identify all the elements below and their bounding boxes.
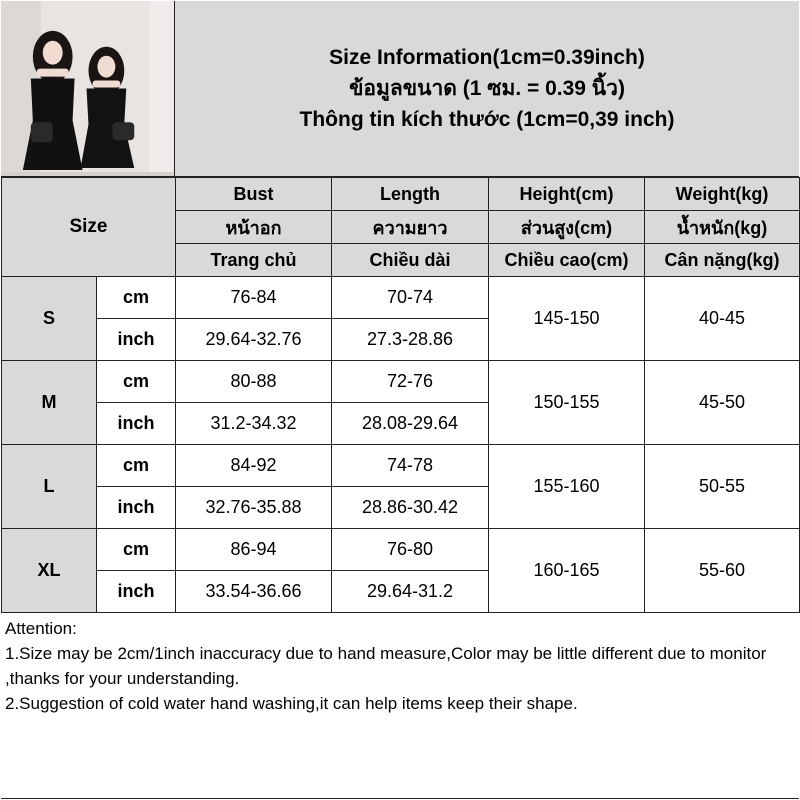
weight-xl: 55-60 [645,529,800,613]
table-row [2,529,800,571]
header-row-en [2,178,800,211]
col-header-length-vi: Chiều dài [332,244,489,277]
attention-title: Attention: [5,619,77,638]
length-inch-m: 28.08-29.64 [332,403,489,445]
size-info-header [175,1,799,177]
product-photo-image [1,1,174,176]
bust-inch-xl: 33.54-36.66 [176,571,332,613]
height-m: 150-155 [489,361,645,445]
length-cm-l: 74-78 [332,445,489,487]
col-header-weight-en: Weight(kg) [645,178,800,211]
unit-inch: inch [97,403,176,445]
bust-cm-xl: 86-94 [176,529,332,571]
bust-cm-m: 80-88 [176,361,332,403]
unit-cm: cm [97,529,176,571]
bust-inch-m: 31.2-34.32 [176,403,332,445]
table-row [2,277,800,319]
col-header-weight-vi: Cân nặng(kg) [645,244,800,277]
weight-l: 50-55 [645,445,800,529]
unit-cm: cm [97,445,176,487]
unit-inch: inch [97,487,176,529]
size-label-xl: XL [2,529,97,613]
col-header-weight-th: น้ำหนัก(kg) [645,211,800,244]
size-label-m: M [2,361,97,445]
size-column-header: Size [2,178,176,277]
length-inch-s: 27.3-28.86 [332,319,489,361]
length-cm-s: 70-74 [332,277,489,319]
header-title-en: Size Information(1cm=0.39inch) [329,46,645,69]
col-header-height-en: Height(cm) [489,178,645,211]
height-l: 155-160 [489,445,645,529]
col-header-height-th: ส่วนสูง(cm) [489,211,645,244]
col-header-height-vi: Chiều cao(cm) [489,244,645,277]
col-header-bust-en: Bust [176,178,332,211]
size-label-l: L [2,445,97,529]
height-s: 145-150 [489,277,645,361]
unit-inch: inch [97,319,176,361]
unit-cm: cm [97,277,176,319]
weight-s: 40-45 [645,277,800,361]
length-inch-l: 28.86-30.42 [332,487,489,529]
length-cm-xl: 76-80 [332,529,489,571]
unit-inch: inch [97,571,176,613]
col-header-length-en: Length [332,178,489,211]
bust-cm-s: 76-84 [176,277,332,319]
size-table [1,177,800,613]
col-header-bust-th: หน้าอก [176,211,332,244]
length-cm-m: 72-76 [332,361,489,403]
attention-item-1: 1.Size may be 2cm/1inch inaccuracy due to hand measure,Color may be little different due to monitor ,thanks for your understanding. [5,644,767,688]
weight-m: 45-50 [645,361,800,445]
header-title-vi: Thông tin kích thước (1cm=0,39 inch) [299,108,675,131]
height-xl: 160-165 [489,529,645,613]
unit-cm: cm [97,361,176,403]
col-header-bust-vi: Trang chủ [176,244,332,277]
attention-notes [1,613,799,799]
bust-inch-l: 32.76-35.88 [176,487,332,529]
size-label-s: S [2,277,97,361]
table-row [2,445,800,487]
length-inch-xl: 29.64-31.2 [332,571,489,613]
bust-inch-s: 29.64-32.76 [176,319,332,361]
attention-item-2: 2.Suggestion of cold water hand washing,it can help items keep their shape. [5,694,578,713]
product-photo [1,1,175,177]
header-title-th: ข้อมูลขนาด (1 ซม. = 0.39 นิ้ว) [349,77,625,100]
table-row [2,361,800,403]
bust-cm-l: 84-92 [176,445,332,487]
col-header-length-th: ความยาว [332,211,489,244]
